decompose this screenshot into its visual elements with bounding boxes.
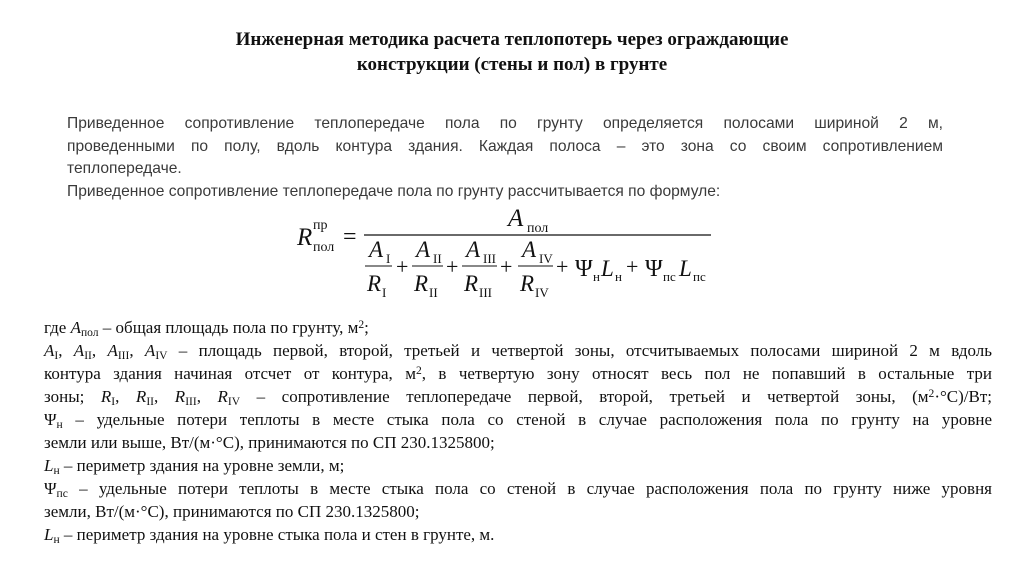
svg-text:пс: пс [693, 269, 706, 284]
intro-line-2: проведенными по полу, вдоль контура здания. Каждая полоса – это зона со своим сопротивлением [67, 138, 943, 155]
def-line-3: контура здания начиная отсчет от контура, $м^2$, в четвертую зону относят весь пол не попавший в остальные три [44, 364, 992, 384]
svg-text:пс: пс [663, 269, 676, 284]
svg-text:R: R [367, 271, 382, 296]
intro-line-3: теплопередаче. [67, 160, 182, 177]
svg-text:A: A [466, 237, 481, 262]
svg-text:+: + [446, 254, 459, 279]
svg-text:L: L [679, 256, 692, 281]
intro-line-4: Приведенное сопротивление теплопередаче пола по грунту рассчитывается по формуле: [67, 183, 721, 200]
svg-text:IV: IV [535, 285, 549, 300]
svg-text:II: II [433, 251, 442, 266]
def-line-4: зоны; $R_I$, $R_{II}$, $R_{III}$, $R_{IV}$ – сопротивление теплопередаче первой, второй, третьей и четвертой зоны, $(м^2\cdot^\circ С)/Вт$; [44, 387, 993, 409]
title-line-2: конструкции (стены и пол) в грунте [356, 54, 668, 75]
intro-line-1: Приведенное сопротивление теплопередаче пола по грунту определяется полосами шириной 2 м, [67, 115, 943, 132]
formula-R-sub: пол [313, 240, 335, 255]
svg-text:+: + [556, 254, 569, 279]
svg-text:I: I [386, 251, 391, 266]
def-line-10: $L_н$ – периметр здания на уровне стыка пола и стен в грунте, м. [44, 525, 495, 546]
svg-text:III: III [479, 285, 492, 300]
formula-lhs [296, 218, 357, 255]
def-line-7: $L_н$ – периметр здания на уровне земли, м; [44, 456, 345, 477]
svg-text:L: L [601, 256, 614, 281]
svg-text:н: н [593, 269, 600, 284]
svg-text:Ψ: Ψ [645, 256, 663, 282]
def-line-5: $\Psi_н$ – удельные потери теплоты в месте стыка пола со стеной в случае расположения пола по грунту на уровне [44, 410, 992, 431]
formula-denominator [365, 237, 706, 300]
formula-num-sub: пол [527, 221, 549, 236]
svg-text:R: R [520, 271, 535, 296]
def-line-6: земли или выше, Вт/(м·°С), принимаются по СП 230.1325800; [44, 433, 495, 452]
formula-num-A: A [508, 205, 524, 232]
svg-text:A: A [369, 237, 384, 262]
def-line-1: где $A_{пол}$ – общая площадь пола по грунту, $м^2$; [44, 318, 369, 340]
svg-text:I: I [382, 285, 387, 300]
svg-text:R: R [464, 271, 479, 296]
title-line-1: Инженерная методика расчета теплопотерь через ограждающие [235, 29, 789, 50]
svg-text:н: н [615, 269, 622, 284]
def-line-9: земли, Вт/(м·°С), принимаются по СП 230.1325800; [44, 502, 420, 521]
svg-text:III: III [483, 251, 496, 266]
svg-text:II: II [429, 285, 438, 300]
svg-text:Ψ: Ψ [575, 256, 593, 282]
svg-text:A: A [522, 237, 537, 262]
formula-numerator [506, 205, 548, 236]
formula-R-sup: пр [313, 218, 328, 233]
svg-text:A: A [416, 237, 431, 262]
def-line-2: $A_I$, $A_{II}$, $A_{III}$, $A_{IV}$ – площадь первой, второй, третьей и четвертой зоны, отсчитываемых полосами шириной 2 м вдоль [44, 341, 993, 362]
svg-text:+: + [500, 254, 513, 279]
svg-text:IV: IV [539, 251, 553, 266]
formula-equals: = [343, 224, 357, 250]
svg-text:+: + [396, 254, 409, 279]
svg-text:+: + [626, 254, 639, 279]
def-line-8: $\Psi_{пс}$ – удельные потери теплоты в месте стыка пола со стеной в случае расположения пола по грунту ниже уровня [44, 479, 992, 500]
svg-text:R: R [414, 271, 429, 296]
formula-R: R [297, 224, 313, 251]
